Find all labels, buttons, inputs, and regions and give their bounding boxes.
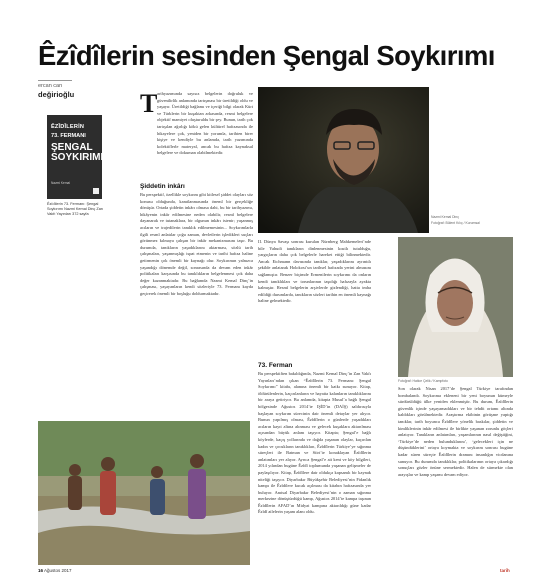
section-heading-siddet: Şiddetin inkârı — [140, 183, 185, 190]
article-title: Êzîdîlerin sesinden Şengal Soykırımı — [38, 40, 495, 71]
issue-date: Ağustos 2017 — [44, 568, 72, 573]
photo-caption-name: Nazmi Kemal Dinç — [431, 215, 459, 219]
drop-cap: T — [140, 89, 158, 118]
woman-portrait-image — [398, 237, 513, 377]
page-number: 16 — [38, 568, 44, 573]
book-cover-title: ŞENGAL SOYKIRIMI — [51, 142, 104, 163]
publisher-logo — [93, 188, 99, 194]
photo-caption-credit: Fotoğraf: Bülent Kılıç / Kurumsal — [431, 221, 480, 225]
author-photo — [258, 87, 429, 233]
page-footer — [38, 568, 72, 573]
man-portrait-image — [258, 87, 429, 233]
refugee-children-image — [38, 421, 250, 565]
book-cover-line1: ÊZÎDÎLERİN — [51, 124, 85, 130]
section2-body: Bu perspektiften bakıldığında, Nazmi Kemal Dinç’in Zan Vakfı Yayınları’ndan çıkan “Êzîdîlerin 73. Fermanı: Şengal Soykırımı” kitabı, alanına önemli bir katkı sunuyor. Kitap, öldürülenlerin, kaçırılanların ve hayatta kalanların tanıklıklarını bir araya getiriyor. Bu anlamda, kitapta Musul’a bağlı Şengal bölgesinde Ağustos 2014’te IŞİD’in (DAİŞ) saldırısıyla başlayan soykırım sürecinin dair önemli detaylar yer alıyor. Bunun yapılmış olması, Êzîdîlerin o günlerde yaşadıkları acıların kayıt altına alınması ve gelecek kuşaklara aktarılması açısından büyük anlam taşıyor. Kitapta; Şengal’e bağlı köylerde, kaçış yollarında ve dağda yaşanan olaylar, kaçırılan kadın ve çocukların tanıklıkları, Êzîdîlerin Türkiye’ye sığınma süreçleri ile Batman ve Siirt’te konaklayan Êzîdîlerin anlatımları yer alıyor. Ayrıca Şengal’e ait kent ve köy bilgileri, 2014 yılından bugüne Êzîdî toplumunda yaşanan gelişmeler de paylaşılıyor. Kitap, Êzîdîlere dair oldukça kapsamlı bir kaynak niteliği taşıyor. Diyarbakır Büyükşehir Belediyesi’nin Fidanlık kampı ile Êzîdilere kucak açılması da kitabın hafızasında yer buluyor. Anıtsal Diyarbakır Belediyesi’nin o zaman sığınma merkezine dönüştürdüğü kamp, Ağustos 2014’te kampa taşınan Êzîdîlerin AFAD’ın Midyat kampına aktarıldığı güne kadar Êzîdî ailelerin yaşam alanı oldu. — [258, 371, 371, 515]
children-photo — [38, 421, 250, 565]
book-cover — [47, 115, 102, 199]
woman-photo — [398, 237, 513, 377]
intro-text: arihyazımında sayısız belgelerin doğruluk ve güvenilirlik anlamında tartışması bir üretildiği oldu ve yaşayır. Üretildiği bağlamı ve içeriği bilgi olarak Kürt ve Türklerin bir kuşaktan arkasında, resmi belgelere objektif mamiyet oluşturuldu bir şey. Bunun, tarih çok tartışılan ağırlığı kökü gelen kültürel hafızasında ile hikayelere çok, yeniden bir yorumla, tarihten birer kişiye ve kendiyle bu anlamda, tarih yazımında kolektiflerle materyal, ancak bu hafıza kaynaksal belgelere ve dokuman olabilmektedir. — [157, 91, 253, 156]
section1-body: Bu perspektif, özellikle soykırım gibi kitlesel şiddet olayları söz konusu olduğunda, kanıtlanmasında öneml bir gerçekliğe dönüşür. Ortada şiddetin inkârı olmasa dahi, bu bir tarihyazımı, hikâyenin inkâr edilmesine neden olabilir, resmî belgelere dayanarak ve tutanaklara, bir olgunun inkârı istenir; yaşanmış acıların ve trajedilerin tanıklık edilmemesinin... Soykırımlarla ilgili resmî anlatılar çoğu zaman, devletlerin işledikleri suçları görünmez kılmaya çalışan bir inkâr mekanizmasını taşır. Bu durumda, tanıkların yaşadıklarını aktarması, sözlü tarih çalışmaları, yaşanmışlığı ispat etmenin ve tarihi hafıza haline getirmenin çok önemli bir kaynağı olur. Soykırımın yalnızca yaşandığı dönemde değil, sonrasında da devam eden inkâr politikaları karşısında bu tanıklıkların belgelenmesi çok daha değer kazanmaktadır. Bu bağlamda Nazmi Kemal Dinç’in çalışması, yaşayanların kendi sözleriyle 73. Fermanı kayda geçirerek önemli bir boşluğu doldurmaktadır. — [140, 192, 253, 296]
magazine-brand: tarih — [500, 568, 510, 573]
woman-photo-caption: Fotoğraf: Hatice Çelik / Kampfoto — [398, 379, 448, 383]
book-cover-line2: 73. FERMANI — [51, 133, 86, 139]
intro-paragraph-top — [157, 91, 253, 156]
book-cover-author: Nazmi Kemal — [51, 181, 70, 185]
byline-divider — [38, 80, 72, 81]
byline-first-name: ercan can — [38, 83, 63, 89]
right-body: Son olarak Nisan 2017’de Şengal Türkiye tarafından bombalandı. Soykırıma ekleneni bir yeni boyunun kümeyle sürdürüldüğü ülke yeniden eklenmiştir. Bu durum, Êzîdîlerin güvenlik içinde yaşayamadıkları ve bir tehdit ortamı altında kaldıkları görülmektedir. Araştırma ekibinin görüşme yaptığı tanıklar, tarih boyunca Êzîdîlere yönelik baskılar, şiddetin ve kimliklerinin inkâr edilmesi ile birlikte yaşanan zorunlu göçleri anlatıyor. Tanıkların anlatımları, yaşamlarının nasıl değiştiğini, ‘Türkiye’de neden bulunduklarını’, ‘gelecekleri için ne düşündüklerini’ ortaya koymakta ve soykırım sonrası bugüne kadar süren süreçte Êzîdîlerin dramını insanlığın vicdanına sunuyor. Bu durumda tanıklıklar, politikalarının ortaya çıkardığı sonuçları gözler önüne sermektedir. Halen de sürmekte olan arayışlar ve kamp yaşamı devam ediyor. — [398, 386, 513, 477]
book-cover-caption: Êzîdîlerin 73. Fermanı: Şengal Soykırımı Nazmi Kemal Dinç Zan Vakfı Yayınları 372 sayfa — [47, 202, 103, 216]
section-heading-ferman: 73. Ferman — [258, 362, 293, 369]
middle-body: II. Dünya Savaşı sonrası kurulan Nürnberg Mahkemeleri’nde bile Yahudi tanıkların dinlenmesinin kısıtlı tutulduğu, yargıçların daha çok belgelerle hareket ettiği bilinmektedir. Ancak Eichmann davasında tanıklar, yaşadıklarını ayrıntılı şekilde anlatarak Holokost’un tarihsel hafızada yerini almasını sağlamıştır. Benzer biçimde Ermenilerin soykırımı da onların kendi tanıklıkları ve torunlarının taşıdığı hafızayla ayakta kalmıştır. Resmî belgelerin arşivlerde gizlendiği, hatta imha edildiği durumlarda, tanıkların sözleri tarihin en önemli kaynağı haline gelmektedir. — [258, 239, 371, 304]
byline-last-name: değirioğlu — [38, 90, 75, 99]
